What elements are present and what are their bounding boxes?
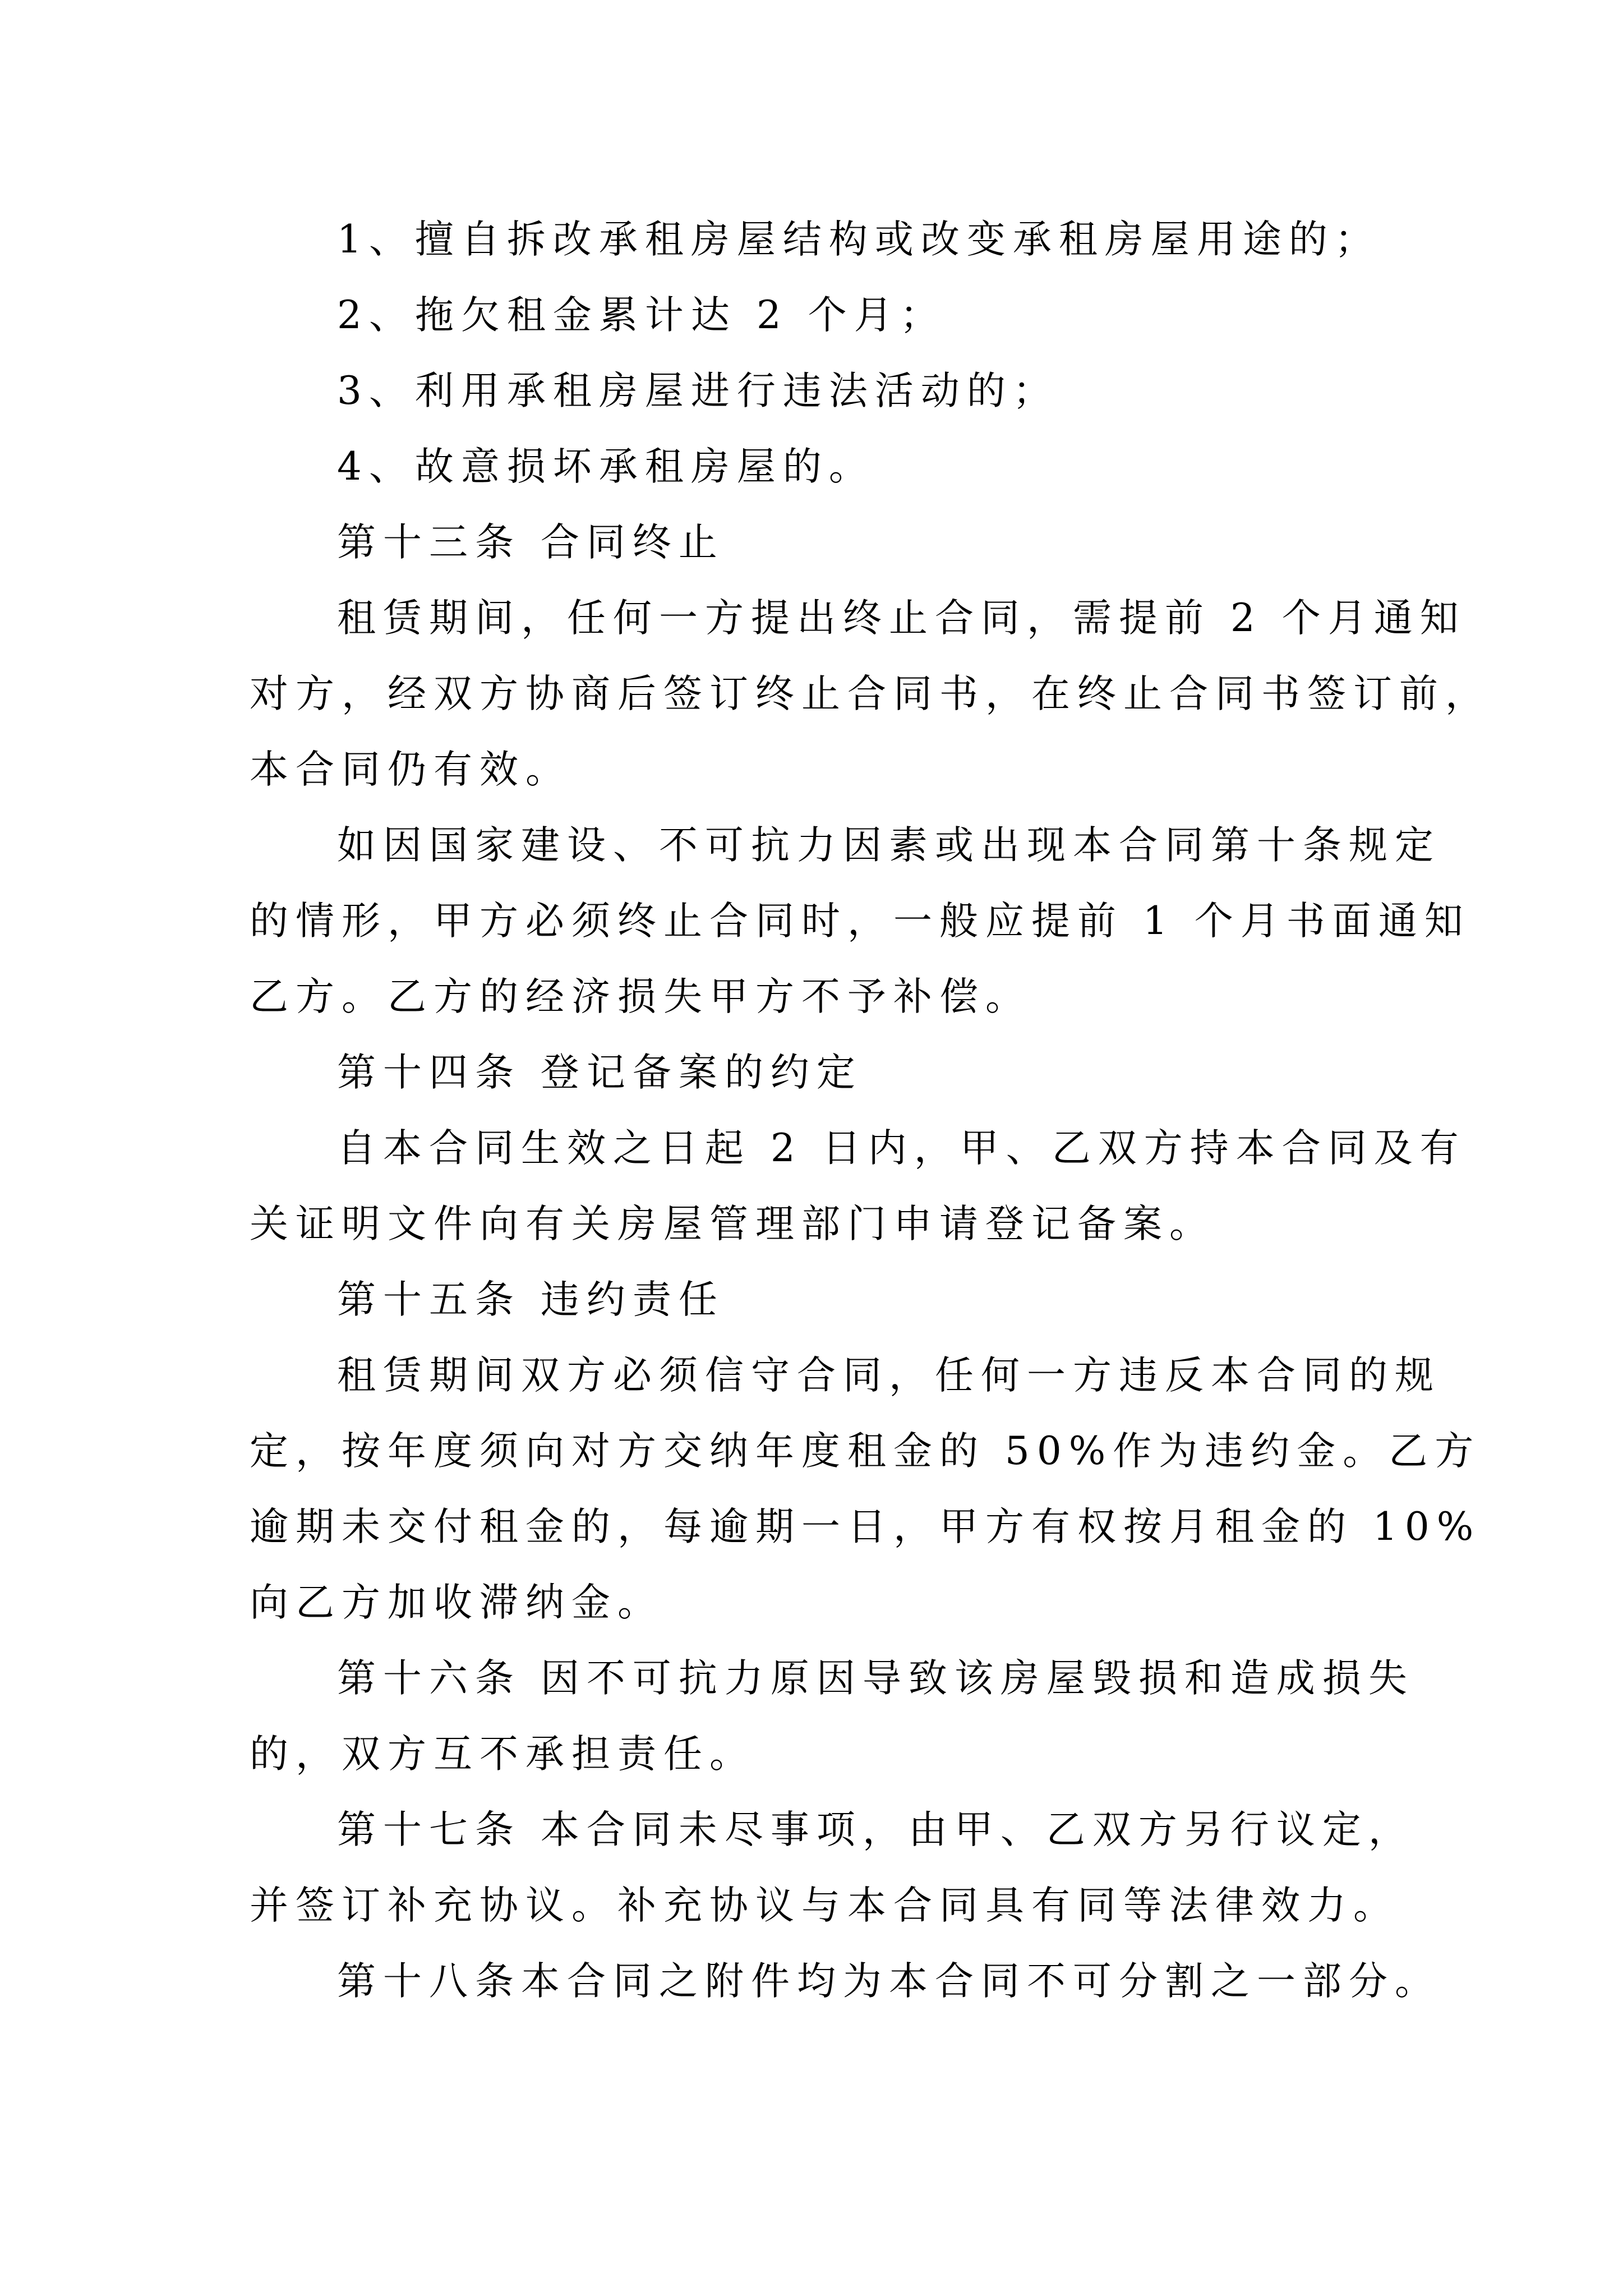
clause-item-4: 4、故意损坏承租房屋的。 (337, 444, 875, 489)
article-16-text-line: 第十六条 因不可抗力原因导致该房屋毁损和造成损失 (337, 1656, 1414, 1701)
article-17-text-line: 并签订补充协议。补充协议与本合同具有同等法律效力。 (250, 1883, 1399, 1928)
article-13-text-line: 本合同仍有效。 (250, 747, 571, 792)
article-15-text-line: 租赁期间双方必须信守合同，任何一方违反本合同的规 (337, 1353, 1441, 1398)
article-13-text-line: 如因国家建设、不可抗力因素或出现本合同第十条规定 (337, 823, 1441, 868)
clause-item-1: 1、擅自拆改承租房屋结构或改变承租房屋用途的； (337, 217, 1381, 262)
article-14-text-line: 自本合同生效之日起 2 日内，甲、乙双方持本合同及有 (337, 1126, 1466, 1171)
article-15-text-line: 向乙方加收滞纳金。 (250, 1580, 663, 1625)
article-15-heading: 第十五条 违约责任 (337, 1277, 725, 1322)
article-15-text-line: 定，按年度须向对方交纳年度租金的 50%作为违约金。乙方 (250, 1429, 1481, 1474)
article-13-text-line: 租赁期间，任何一方提出终止合同，需提前 2 个月通知 (337, 596, 1466, 641)
contract-body (250, 202, 1491, 2019)
article-13-text-line: 乙方。乙方的经济损失甲方不予补偿。 (250, 974, 1031, 1019)
clause-item-2: 2、拖欠租金累计达 2 个月； (337, 293, 946, 338)
article-13-heading: 第十三条 合同终止 (337, 520, 725, 565)
clause-item-3: 3、利用承租房屋进行违法活动的； (337, 369, 1059, 413)
article-13-text-line: 对方，经双方协商后签订终止合同书，在终止合同书签订前， (250, 671, 1491, 716)
article-15-text-line: 逾期未交付租金的，每逾期一日，甲方有权按月租金的 10% (250, 1504, 1481, 1549)
article-14-text-line: 关证明文件向有关房屋管理部门申请登记备案。 (250, 1202, 1215, 1246)
article-17-text-line: 第十七条 本合同未尽事项，由甲、乙双方另行议定， (337, 1807, 1414, 1852)
article-13-text-line: 的情形，甲方必须终止合同时，一般应提前 1 个月书面通知 (250, 899, 1470, 944)
article-16-text-line: 的，双方互不承担责任。 (250, 1732, 755, 1777)
article-14-heading: 第十四条 登记备案的约定 (337, 1050, 863, 1095)
article-18-text-line: 第十八条本合同之附件均为本合同不可分割之一部分。 (337, 1959, 1441, 2004)
